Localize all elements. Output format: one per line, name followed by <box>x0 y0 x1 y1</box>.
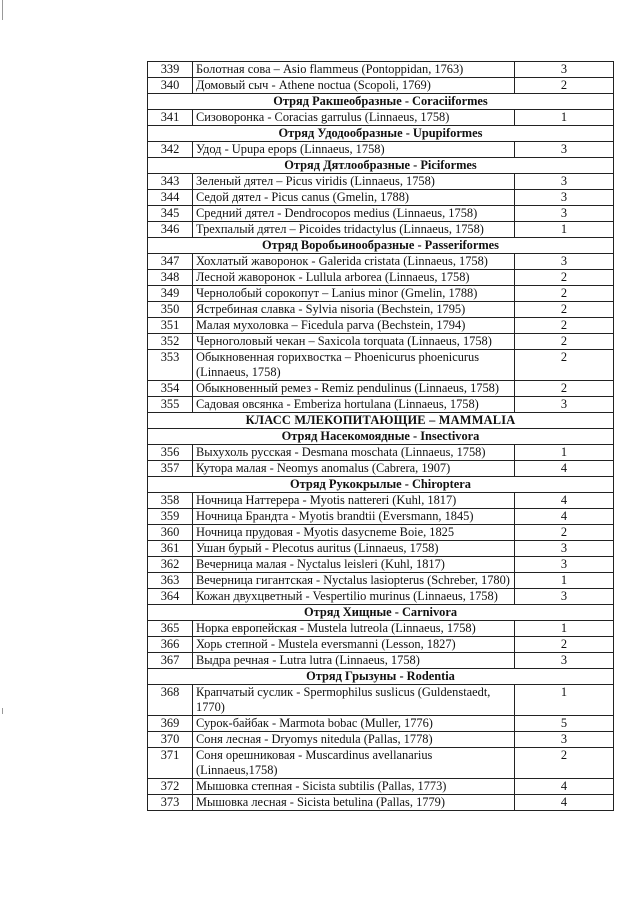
species-row <box>148 318 614 334</box>
category-value: 2 <box>515 381 614 397</box>
species-row <box>148 302 614 318</box>
species-number: 361 <box>148 541 193 557</box>
order-heading: Отряд Хищные - Carnivora <box>148 605 614 621</box>
species-name: Малая мухоловка – Ficedula parva (Bechstein, 1794) <box>193 318 515 334</box>
category-value: 1 <box>515 445 614 461</box>
order-header-row <box>148 158 614 174</box>
species-name: Кутора малая - Neomys anomalus (Cabrera, 1907) <box>193 461 515 477</box>
species-number: 373 <box>148 795 193 811</box>
order-header-row <box>148 605 614 621</box>
species-name: Соня лесная - Dryomys nitedula (Pallas, 1778) <box>193 732 515 748</box>
species-row <box>148 557 614 573</box>
species-row <box>148 685 614 716</box>
category-value: 4 <box>515 493 614 509</box>
category-value: 3 <box>515 190 614 206</box>
order-header-row <box>148 669 614 685</box>
order-heading: Отряд Дятлообразные - Piciformes <box>148 158 614 174</box>
order-heading: Отряд Ракшеобразные - Coraciiformes <box>148 94 614 110</box>
page-edge-mark <box>2 708 3 714</box>
category-value: 2 <box>515 637 614 653</box>
species-name: Обыкновенная горихвостка – Phoenicurus phoenicurus (Linnaeus, 1758) <box>193 350 515 381</box>
species-row <box>148 589 614 605</box>
species-row <box>148 461 614 477</box>
species-number: 359 <box>148 509 193 525</box>
category-value: 2 <box>515 286 614 302</box>
species-number: 355 <box>148 397 193 413</box>
species-number: 369 <box>148 716 193 732</box>
species-row <box>148 254 614 270</box>
species-row <box>148 62 614 78</box>
category-value: 3 <box>515 541 614 557</box>
order-heading: Отряд Рукокрылые - Chiroptera <box>148 477 614 493</box>
species-name: Ночница прудовая - Myotis dasycneme Boie, 1825 <box>193 525 515 541</box>
species-name: Обыкновенный ремез - Remiz pendulinus (Linnaeus, 1758) <box>193 381 515 397</box>
species-number: 364 <box>148 589 193 605</box>
species-name: Хорь степной - Mustela eversmanni (Lesson, 1827) <box>193 637 515 653</box>
species-number: 357 <box>148 461 193 477</box>
species-number: 344 <box>148 190 193 206</box>
category-value: 3 <box>515 142 614 158</box>
order-header-row <box>148 477 614 493</box>
species-number: 365 <box>148 621 193 637</box>
order-header-row <box>148 94 614 110</box>
category-value: 4 <box>515 461 614 477</box>
species-row <box>148 350 614 381</box>
species-row <box>148 206 614 222</box>
category-value: 2 <box>515 318 614 334</box>
species-name: Зеленый дятел – Picus viridis (Linnaeus, 1758) <box>193 174 515 190</box>
species-row <box>148 270 614 286</box>
species-name: Чернолобый сорокопут – Lanius minor (Gmelin, 1788) <box>193 286 515 302</box>
species-table-body <box>148 62 614 811</box>
species-number: 370 <box>148 732 193 748</box>
species-row <box>148 110 614 126</box>
species-row <box>148 732 614 748</box>
species-number: 352 <box>148 334 193 350</box>
order-heading: Отряд Воробьинообразные - Passeriformes <box>148 238 614 254</box>
species-row <box>148 174 614 190</box>
species-row <box>148 190 614 206</box>
species-name: Мышовка лесная - Sicista betulina (Pallas, 1779) <box>193 795 515 811</box>
species-name: Лесной жаворонок - Lullula arborea (Linnaeus, 1758) <box>193 270 515 286</box>
species-name: Домовый сыч - Athene noctua (Scopoli, 1769) <box>193 78 515 94</box>
category-value: 4 <box>515 795 614 811</box>
category-value: 3 <box>515 589 614 605</box>
category-value: 1 <box>515 110 614 126</box>
species-name: Вечерница гигантская - Nyctalus lasiopterus (Schreber, 1780) <box>193 573 515 589</box>
category-value: 3 <box>515 557 614 573</box>
species-name: Норка европейская - Mustela lutreola (Linnaeus, 1758) <box>193 621 515 637</box>
order-heading: Отряд Грызуны - Rodentia <box>148 669 614 685</box>
category-value: 3 <box>515 206 614 222</box>
category-value: 2 <box>515 270 614 286</box>
species-number: 342 <box>148 142 193 158</box>
category-value: 2 <box>515 748 614 779</box>
species-number: 343 <box>148 174 193 190</box>
species-name: Мышовка степная - Sicista subtilis (Pallas, 1773) <box>193 779 515 795</box>
species-row <box>148 381 614 397</box>
category-value: 1 <box>515 222 614 238</box>
species-row <box>148 779 614 795</box>
order-heading: Отряд Удодообразные - Upupiformes <box>148 126 614 142</box>
category-value: 4 <box>515 779 614 795</box>
species-row <box>148 795 614 811</box>
species-number: 356 <box>148 445 193 461</box>
species-name: Сизоворонка - Coracias garrulus (Linnaeus, 1758) <box>193 110 515 126</box>
species-row <box>148 716 614 732</box>
category-value: 1 <box>515 621 614 637</box>
species-row <box>148 286 614 302</box>
species-number: 358 <box>148 493 193 509</box>
species-number: 362 <box>148 557 193 573</box>
species-row <box>148 222 614 238</box>
species-name: Выдра речная - Lutra lutra (Linnaeus, 1758) <box>193 653 515 669</box>
category-value: 3 <box>515 174 614 190</box>
category-value: 1 <box>515 573 614 589</box>
species-row <box>148 397 614 413</box>
category-value: 2 <box>515 525 614 541</box>
species-table <box>147 61 614 811</box>
species-row <box>148 573 614 589</box>
species-row <box>148 142 614 158</box>
species-row <box>148 78 614 94</box>
category-value: 3 <box>515 62 614 78</box>
species-name: Трехпалый дятел – Picoides tridactylus (Linnaeus, 1758) <box>193 222 515 238</box>
category-value: 3 <box>515 653 614 669</box>
order-header-row <box>148 429 614 445</box>
species-number: 372 <box>148 779 193 795</box>
category-value: 3 <box>515 254 614 270</box>
species-name: Крапчатый суслик - Spermophilus suslicus (Guldenstaedt, 1770) <box>193 685 515 716</box>
species-number: 340 <box>148 78 193 94</box>
species-name: Выхухоль русская - Desmana moschata (Linnaeus, 1758) <box>193 445 515 461</box>
species-name: Болотная сова – Asio flammeus (Pontoppidan, 1763) <box>193 62 515 78</box>
species-number: 339 <box>148 62 193 78</box>
species-number: 371 <box>148 748 193 779</box>
category-value: 5 <box>515 716 614 732</box>
category-value: 3 <box>515 732 614 748</box>
species-name: Вечерница малая - Nyctalus leisleri (Kuhl, 1817) <box>193 557 515 573</box>
species-name: Седой дятел - Picus canus (Gmelin, 1788) <box>193 190 515 206</box>
species-number: 353 <box>148 350 193 381</box>
species-number: 363 <box>148 573 193 589</box>
species-number: 348 <box>148 270 193 286</box>
species-row <box>148 621 614 637</box>
species-row <box>148 509 614 525</box>
species-number: 345 <box>148 206 193 222</box>
order-header-row <box>148 238 614 254</box>
species-name: Сурок-байбак - Marmota bobac (Muller, 1776) <box>193 716 515 732</box>
species-name: Ночница Наттерера - Myotis nattereri (Kuhl, 1817) <box>193 493 515 509</box>
species-row <box>148 445 614 461</box>
species-number: 354 <box>148 381 193 397</box>
species-number: 366 <box>148 637 193 653</box>
species-number: 341 <box>148 110 193 126</box>
species-number: 347 <box>148 254 193 270</box>
species-name: Черноголовый чекан – Saxicola torquata (Linnaeus, 1758) <box>193 334 515 350</box>
species-number: 349 <box>148 286 193 302</box>
category-value: 1 <box>515 685 614 716</box>
category-value: 2 <box>515 334 614 350</box>
species-row <box>148 334 614 350</box>
class-header-row <box>148 413 614 429</box>
species-name: Соня орешниковая - Muscardinus avellanarius (Linnaeus,1758) <box>193 748 515 779</box>
species-row <box>148 748 614 779</box>
species-name: Хохлатый жаворонок - Galerida cristata (Linnaeus, 1758) <box>193 254 515 270</box>
species-name: Ястребиная славка - Sylvia nisoria (Bechstein, 1795) <box>193 302 515 318</box>
species-number: 351 <box>148 318 193 334</box>
species-number: 368 <box>148 685 193 716</box>
order-heading: Отряд Насекомоядные - Insectivora <box>148 429 614 445</box>
species-row <box>148 493 614 509</box>
species-row <box>148 653 614 669</box>
order-header-row <box>148 126 614 142</box>
species-number: 346 <box>148 222 193 238</box>
category-value: 2 <box>515 302 614 318</box>
category-value: 2 <box>515 350 614 381</box>
category-value: 3 <box>515 397 614 413</box>
species-name: Удод - Upupa epops (Linnaeus, 1758) <box>193 142 515 158</box>
species-name: Ушан бурый - Plecotus auritus (Linnaeus, 1758) <box>193 541 515 557</box>
species-number: 350 <box>148 302 193 318</box>
class-heading: КЛАСС МЛЕКОПИТАЮЩИЕ – MAMMALIA <box>148 413 614 429</box>
category-value: 2 <box>515 78 614 94</box>
page-edge-mark <box>2 0 3 20</box>
species-name: Средний дятел - Dendrocopos medius (Linnaeus, 1758) <box>193 206 515 222</box>
species-row <box>148 525 614 541</box>
species-number: 360 <box>148 525 193 541</box>
category-value: 4 <box>515 509 614 525</box>
species-name: Садовая овсянка - Emberiza hortulana (Linnaeus, 1758) <box>193 397 515 413</box>
species-number: 367 <box>148 653 193 669</box>
species-name: Ночница Брандта - Myotis brandtii (Eversmann, 1845) <box>193 509 515 525</box>
species-row <box>148 541 614 557</box>
species-row <box>148 637 614 653</box>
species-name: Кожан двухцветный - Vespertilio murinus (Linnaeus, 1758) <box>193 589 515 605</box>
